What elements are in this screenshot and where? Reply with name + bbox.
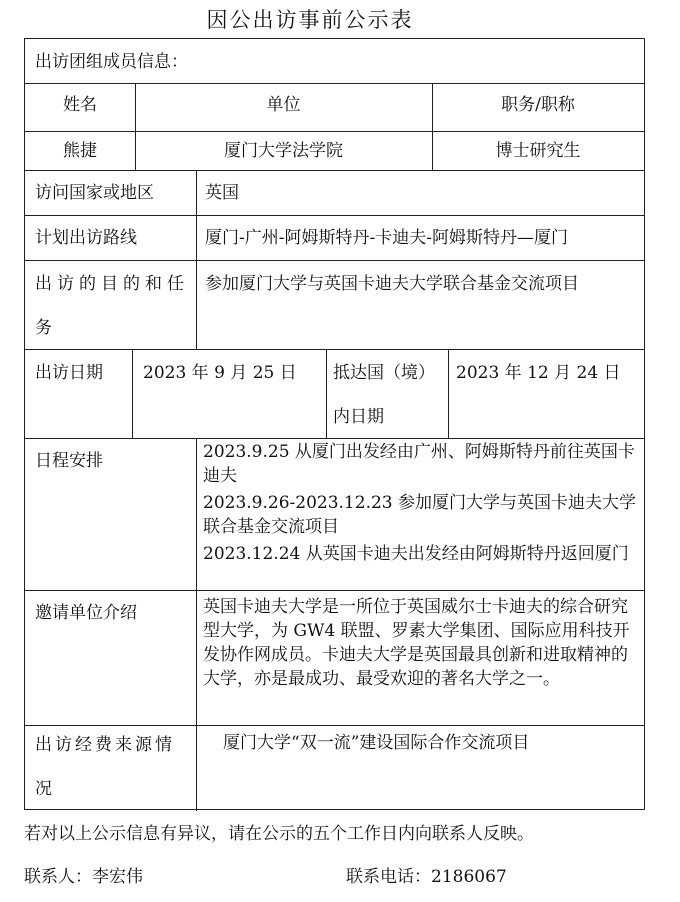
member-unit: 厦门大学法学院 xyxy=(224,141,343,161)
column-divider xyxy=(132,349,133,438)
header-name: 姓名 xyxy=(63,95,97,115)
purpose-value: 参加厦门大学与英国卡迪夫大学联合基金交流项目 xyxy=(205,274,579,294)
schedule-item: 2023.9.26-2023.12.23 参加厦门大学与英国卡迪夫大学联合基金交流项目 xyxy=(203,493,637,537)
inviter-description: 英国卡迪夫大学是一所位于英国威尔士卡迪夫的综合研究型大学，为 GW4 联盟、罗素大学集团、国际应用科技开发协作网成员。卡迪夫大学是英国最具创新和进取精神的大学，亦是最成功、最受欢迎的著名大学之一。 xyxy=(203,597,630,689)
row-divider xyxy=(25,170,644,171)
members-heading: 出访团组成员信息： xyxy=(35,52,188,72)
funding-label: 出访经费来源情况 xyxy=(35,735,175,799)
schedule-item: 2023.9.25 从厦门出发经由广州、阿姆斯特丹前往英国卡迪夫 xyxy=(203,442,635,486)
page-title: 因公出访事前公示表 xyxy=(206,8,414,32)
arrival-date-label: 抵达国（境）内日期 xyxy=(333,363,435,427)
row-divider xyxy=(25,83,644,84)
departure-date-label: 出访日期 xyxy=(35,363,103,383)
row-divider xyxy=(25,215,644,216)
country-value: 英国 xyxy=(205,183,239,203)
objection-notice: 若对以上公示信息有异议，请在公示的五个工作日内向联系人反映。 xyxy=(24,824,534,844)
purpose-label: 出访的目的和任务 xyxy=(35,274,189,338)
row-divider xyxy=(25,131,644,132)
header-title: 职务/职称 xyxy=(501,95,575,115)
contact-person: 联系人：李宏伟 xyxy=(24,867,143,887)
schedule-label: 日程安排 xyxy=(35,451,103,471)
column-divider xyxy=(196,438,197,811)
arrival-date-value: 2023 年 12 月 24 日 xyxy=(456,363,621,383)
contact-phone: 联系电话：2186067 xyxy=(346,867,507,887)
country-label: 访问国家或地区 xyxy=(35,183,154,203)
inviter-label: 邀请单位介绍 xyxy=(35,603,137,623)
header-unit: 单位 xyxy=(266,95,301,115)
route-value: 厦门-广州-阿姆斯特丹-卡迪夫-阿姆斯特丹—厦门 xyxy=(205,228,568,248)
member-name: 熊捷 xyxy=(63,141,97,161)
departure-date-value: 2023 年 9 月 25 日 xyxy=(143,363,297,383)
column-divider xyxy=(196,170,197,349)
row-divider xyxy=(25,260,644,261)
column-divider xyxy=(326,349,327,438)
funding-value: 厦门大学“双一流”建设国际合作交流项目 xyxy=(223,733,530,753)
schedule-item: 2023.12.24 从英国卡迪夫出发经由阿姆斯特丹返回厦门 xyxy=(203,544,629,564)
column-divider xyxy=(448,349,449,438)
route-label: 计划出访路线 xyxy=(35,228,137,248)
row-divider xyxy=(25,590,644,591)
disclosure-table xyxy=(24,38,645,810)
member-title: 博士研究生 xyxy=(495,141,581,161)
